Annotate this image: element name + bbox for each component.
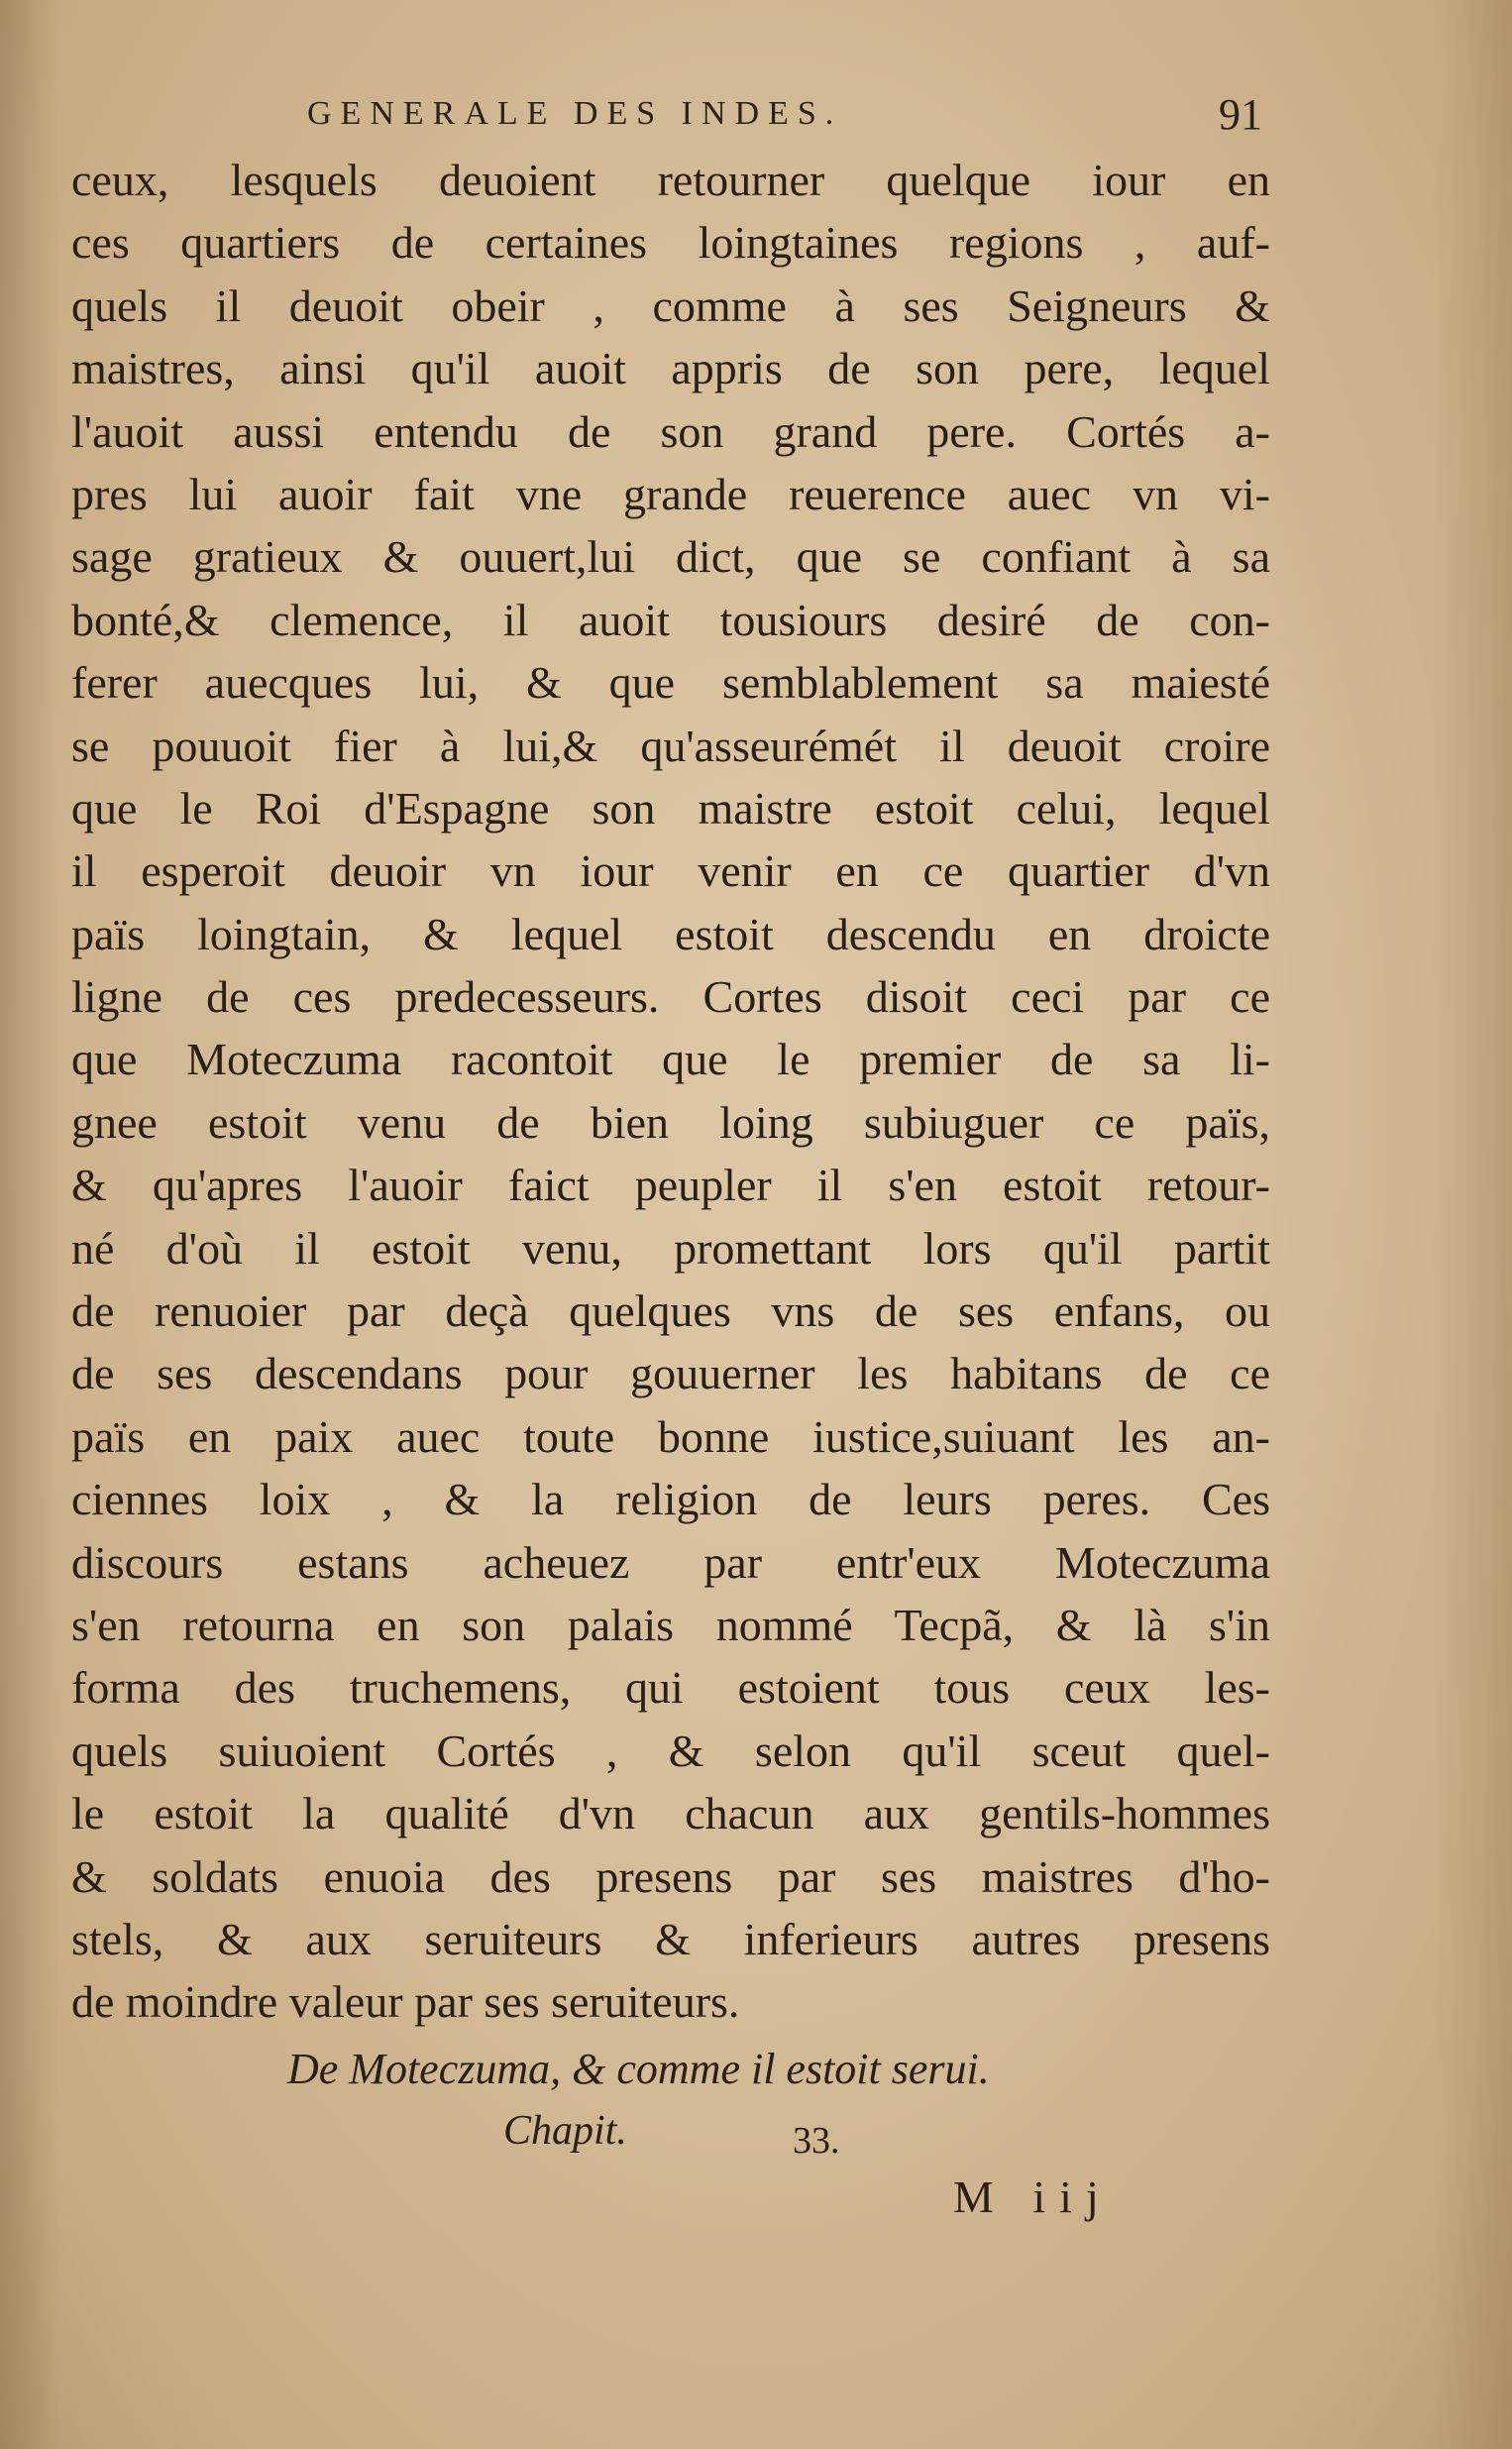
text-line: quels il deuoit obeir , comme à ses Seigneurs & <box>71 279 1270 331</box>
signature-mark: M iij <box>953 2171 1113 2222</box>
running-head: GENERALE DES INDES. <box>307 95 843 132</box>
text-line: quels suiuoient Cortés , & selon qu'il sceut quel- <box>71 1725 1270 1776</box>
text-line: païs loingtain, & lequel estoit descendu en droicte <box>71 908 1270 959</box>
text-line: que Moteczuma racontoit que le premier de sa li- <box>71 1034 1270 1085</box>
text-line: bonté,& clemence, il auoit tousiours desiré de con- <box>71 594 1270 645</box>
text-line: pres lui auoir fait vne grande reuerence auec vn vi- <box>71 468 1270 519</box>
text-line: païs en paix auec toute bonne iustice,suiuant les an- <box>71 1410 1270 1462</box>
page-number: 91 <box>1219 90 1262 139</box>
text-line: l'auoit aussi entendu de son grand pere. Cortés a- <box>71 405 1270 457</box>
text-line: sage gratieux & ouuert,lui dict, que se confiant à sa <box>71 531 1270 583</box>
text-line: il esperoit deuoir vn iour venir en ce quartier d'vn <box>71 845 1270 897</box>
text-line: de renuoier par deçà quelques vns de ses enfans, ou <box>71 1285 1270 1337</box>
text-line: gnee estoit venu de bien loing subiuguer ce païs, <box>71 1096 1270 1148</box>
page-header <box>307 90 1262 145</box>
text-line: que le Roi d'Espagne son maistre estoit celui, lequel <box>71 782 1270 834</box>
text-line: se pouuoit fier à lui,& qu'asseurémét il deuoit croire <box>71 720 1270 771</box>
text-line: ferer auecques lui, & que semblablement sa maiesté <box>71 657 1270 709</box>
text-line: de ses descendans pour gouuerner les habitans de ce <box>71 1348 1270 1399</box>
text-line: ces quartiers de certaines loingtaines regions , auf- <box>71 217 1270 269</box>
text-line: le estoit la qualité d'vn chacun aux gentils-hommes <box>71 1788 1270 1839</box>
chapter-number: 33. <box>793 2120 840 2162</box>
text-line: ciennes loix , & la religion de leurs peres. Ces <box>71 1474 1270 1525</box>
text-line: de moindre valeur par ses seruiteurs. <box>71 1976 740 2028</box>
text-line: discours estans acheuez par entr'eux Moteczuma <box>71 1536 1270 1588</box>
text-line: & soldats enuoia des presens par ses maistres d'ho- <box>71 1850 1270 1902</box>
text-line: stels, & aux seruiteurs & inferieurs autres presens <box>71 1913 1270 1964</box>
chapter-label: Chapit. <box>503 2108 627 2154</box>
text-line: né d'où il estoit venu, promettant lors qu'il partit <box>71 1222 1270 1274</box>
text-line: maistres, ainsi qu'il auoit appris de son pere, lequel <box>71 343 1270 394</box>
text-line: ceux, lesquels deuoient retourner quelque iour en <box>71 155 1270 205</box>
text-line: & qu'apres l'auoir faict peupler il s'en estoit retour- <box>71 1160 1270 1211</box>
text-line: s'en retourna en son palais nommé Tecpã, & là s'in <box>71 1599 1270 1650</box>
chapter-heading: De Moteczuma, & comme il estoit serui. <box>287 2045 990 2093</box>
text-line: ligne de ces predecesseurs. Cortes disoit ceci par ce <box>71 971 1270 1023</box>
text-line: forma des truchemens, qui estoient tous ceux les- <box>71 1662 1270 1714</box>
body-text <box>71 149 1270 2034</box>
